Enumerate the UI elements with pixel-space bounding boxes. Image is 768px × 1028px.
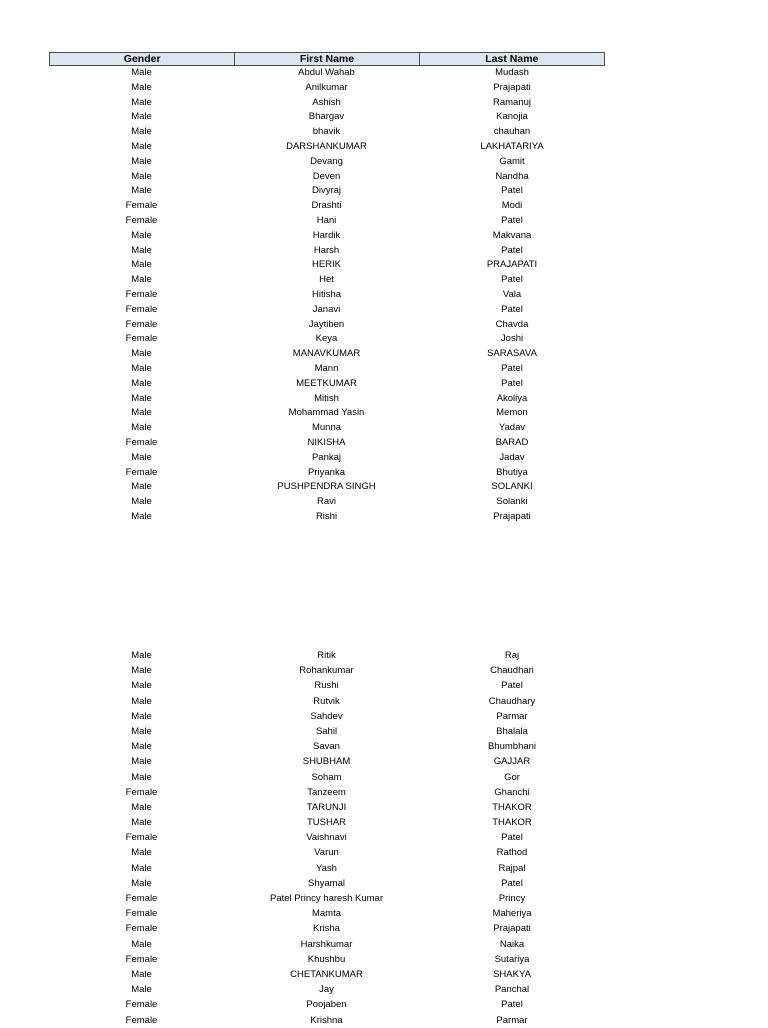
student-table-part-1 [49,52,605,525]
table-row [49,451,605,466]
last-name-cell: Jadav [499,451,525,463]
table-row [49,140,605,155]
first-name-cell: Sahdev [310,710,343,722]
gender-cell: Female [125,318,158,330]
first-name-cell: Yash [316,862,337,874]
table-header [49,52,605,66]
gender-cell: Male [131,392,152,404]
first-name-cell: Divyraj [311,185,342,197]
last-name-cell: Patel [501,244,523,256]
gender-cell: Male [131,801,152,813]
first-name-cell: Hitisha [311,288,342,300]
gender-cell: Female [125,200,158,212]
table-row [49,876,605,891]
table-row [49,244,605,259]
last-name-cell: Patel [501,362,523,374]
table-row [49,66,605,81]
table-row [49,332,605,347]
table-row [49,466,605,481]
last-name-cell: LAKHATARIYA [480,140,544,152]
first-name-cell: Patel Princy haresh Kumar [270,893,383,904]
gender-cell: Female [125,436,158,448]
gender-cell: Male [131,274,152,286]
first-name-cell: HERIK [311,259,342,271]
last-name-cell: Maheriya [492,908,532,920]
table-row [49,724,605,739]
gender-cell: Female [125,999,158,1011]
table-row [49,214,605,229]
table-row [49,982,605,997]
gender-cell: Male [131,710,152,722]
last-name-cell: Panchal [494,984,530,996]
table-row [49,815,605,830]
table-row [49,406,605,421]
first-name-cell: Mitish [314,392,339,404]
first-name-cell: Keya [315,333,338,345]
first-name-cell: Drashti [311,200,342,212]
gender-cell: Male [131,725,152,737]
first-name-cell: Ritik [317,650,336,661]
last-name-cell: chauhan [493,126,531,138]
gender-cell: Male [131,244,152,256]
gender-cell: Male [131,67,152,78]
gender-cell: Male [131,111,152,123]
last-name-cell: Akoliya [496,392,528,404]
last-name-cell: SARASAVA [487,348,537,360]
gender-cell: Male [131,451,152,463]
table-row [49,952,605,967]
table-row [49,377,605,392]
gender-cell: Male [131,407,152,419]
student-table-part-2 [49,648,605,1028]
gender-cell: Female [125,288,158,300]
table-row [49,96,605,111]
table-row [49,480,605,495]
last-name-cell: Prajapati [493,923,531,935]
first-name-cell: Sahil [315,725,338,737]
gender-cell: Male [131,665,152,677]
last-name-cell: Patel [501,303,523,315]
first-name-cell: DARSHANKUMAR [286,140,367,152]
table-row [49,754,605,769]
table-row [49,770,605,785]
gender-cell: Male [131,695,152,707]
last-name-cell: Vala [502,288,522,300]
last-name-cell: Naika [499,938,525,950]
gender-cell: Female [125,786,158,798]
table-row [49,663,605,678]
first-name-cell: Jay [319,984,334,996]
gender-cell: Male [131,847,152,859]
last-name-cell: Bhumbhani [487,741,537,753]
last-name-cell: Nandha [495,170,529,182]
table-row [49,110,605,125]
last-name-cell: Ghanchi [494,786,530,798]
gender-cell: Male [131,185,152,197]
first-name-cell: MANAVKUMAR [292,348,361,360]
first-name-cell: Priyanka [308,466,345,478]
table-row [49,921,605,936]
last-name-cell: Modi [501,200,523,212]
table-row [49,81,605,96]
last-name-cell: Parmar [496,1014,528,1026]
first-name-cell: Harshkumar [300,938,353,950]
gender-cell: Male [131,510,152,522]
first-name-cell: Pankaj [311,451,342,463]
last-name-cell: Makvana [492,229,532,241]
last-name-cell: Parmar [496,710,528,722]
last-name-cell: THAKOR [492,801,532,813]
last-name-cell: Prajapati [493,510,531,522]
first-name-cell: Khushbu [307,953,346,965]
gender-cell: Male [131,81,152,93]
table-row [49,694,605,709]
first-name-cell: Mann [314,362,339,374]
table-row [49,318,605,333]
table-row [49,184,605,199]
last-name-cell: Solanki [496,496,528,508]
table-row [49,785,605,800]
last-name-cell: Mudash [495,67,529,78]
first-name-cell: Krishna [310,1014,343,1026]
first-name-cell: Hani [316,214,337,226]
table-row [49,125,605,140]
table-body [49,648,605,1028]
last-name-cell: Patel [501,274,523,286]
last-name-column-header: Last Name [419,53,604,65]
gender-cell: Male [131,680,152,692]
last-name-cell: Patel [501,377,523,389]
table-row [49,421,605,436]
first-name-cell: Rutvik [313,695,340,707]
last-name-cell: Rathod [496,847,528,859]
table-row [49,800,605,815]
gender-cell: Female [125,908,158,920]
last-name-cell: Patel [501,877,523,889]
table-row [49,273,605,288]
gender-cell: Female [125,303,158,315]
table-row [49,861,605,876]
gender-cell: Male [131,771,152,783]
first-name-cell: NIKISHA [307,436,346,448]
first-name-cell: Tanzeem [307,786,346,798]
last-name-cell: THAKOR [492,817,532,829]
last-name-cell: Patel [501,214,523,226]
first-name-cell: Deven [312,170,341,182]
table-row [49,830,605,845]
table-row [49,362,605,377]
gender-cell: Female [125,333,158,345]
first-name-cell: bhavik [312,126,341,138]
first-name-cell: Jaytiben [308,318,345,330]
last-name-cell: Bhalala [496,725,528,737]
last-name-cell: Raj [504,650,520,661]
first-name-cell: Abdul Wahab [298,67,355,78]
first-name-cell: TUSHAR [306,817,347,829]
table-row [49,739,605,754]
gender-cell: Female [125,214,158,226]
table-row [49,436,605,451]
first-name-cell: Hardik [312,229,341,241]
first-name-cell: MEETKUMAR [296,377,357,389]
gender-cell: Male [131,968,152,980]
gender-cell: Male [131,140,152,152]
gender-cell: Male [131,756,152,768]
first-name-cell: Anilkumar [305,81,348,93]
gender-cell: Male [131,496,152,508]
first-name-cell: Rishi [315,510,338,522]
first-name-cell: Krisha [313,923,340,935]
gender-cell: Male [131,938,152,950]
table-row [49,1013,605,1028]
first-name-cell: Devang [310,155,343,167]
table-row [49,709,605,724]
gender-cell: Male [131,481,152,493]
gender-cell: Female [125,832,158,844]
table-row [49,845,605,860]
last-name-cell: BARAD [495,436,529,448]
table-row [49,303,605,318]
last-name-cell: Bhutiya [496,466,528,478]
first-name-cell: Varun [314,847,339,859]
table-row [49,510,605,525]
first-name-cell: TARUNJI [306,801,347,813]
last-name-cell: Chaudhari [490,665,534,677]
table-row [49,258,605,273]
first-name-cell: Soham [311,771,342,783]
gender-cell: Male [131,170,152,182]
first-name-cell: Rushi [314,680,339,692]
gender-cell: Male [131,984,152,996]
table-body [49,66,605,525]
gender-cell: Male [131,422,152,434]
first-name-cell: Bhargav [308,111,345,123]
first-name-cell: Harsh [313,244,340,256]
last-name-cell: Rajpal [498,862,526,874]
last-name-cell: Ramanuj [492,96,532,108]
last-name-cell: Yadav [498,422,526,434]
first-name-cell: Savan [313,741,340,753]
first-name-cell: Janavi [312,303,341,315]
last-name-cell: Sutariya [494,953,530,965]
last-name-cell: Princy [498,893,526,904]
last-name-cell: Prajapati [493,81,531,93]
table-row [49,648,605,663]
gender-cell: Female [125,953,158,965]
table-row [49,347,605,362]
table-row [49,495,605,510]
gender-column-header: Gender [123,53,161,65]
gender-cell: Male [131,741,152,753]
gender-cell: Male [131,348,152,360]
table-row [49,891,605,906]
gender-cell: Female [125,466,158,478]
gender-cell: Female [125,893,158,904]
gender-cell: Female [125,923,158,935]
gender-cell: Male [131,155,152,167]
gender-cell: Male [131,259,152,271]
last-name-cell: Gor [504,771,520,783]
gender-cell: Male [131,817,152,829]
table-row [49,199,605,214]
last-name-cell: Joshi [500,333,524,345]
gender-cell: Female [125,1014,158,1026]
first-name-cell: Vaishnavi [306,832,347,844]
last-name-cell: Chaudhary [488,695,536,707]
last-name-cell: Kanojia [496,111,528,123]
first-name-cell: Ravi [316,496,336,508]
gender-cell: Male [131,877,152,889]
last-name-cell: Memon [496,407,528,419]
last-name-cell: PRAJAPATI [486,259,538,271]
last-name-cell: Patel [501,185,523,197]
last-name-cell: Patel [501,999,523,1011]
last-name-cell: Chavda [495,318,529,330]
gender-cell: Male [131,862,152,874]
last-name-cell: Patel [501,832,523,844]
last-name-cell: Patel [501,680,523,692]
first-name-cell: Ashish [312,96,341,108]
table-row [49,937,605,952]
first-name-cell: Mohammad Yasin [288,407,365,419]
gender-cell: Male [131,377,152,389]
first-name-cell: Poojaben [306,999,347,1011]
last-name-cell: SHAKYA [493,968,531,980]
table-row [49,288,605,303]
last-name-cell: SOLANKI [491,481,533,493]
gender-cell: Male [131,96,152,108]
first-name-cell: PUSHPENDRA SINGH [277,481,376,493]
table-row [49,170,605,185]
table-row [49,906,605,921]
gender-cell: Male [131,126,152,138]
first-name-cell: Het [319,274,334,286]
table-row [49,392,605,407]
first-name-cell: Munna [311,422,342,434]
first-name-cell: Rohankumar [299,665,354,677]
gender-cell: Male [131,362,152,374]
first-name-cell: Shyamal [308,877,345,889]
gender-cell: Male [131,650,152,661]
gender-cell: Male [131,229,152,241]
table-row [49,155,605,170]
first-name-cell: CHETANKUMAR [290,968,363,980]
first-name-cell: SHUBHAM [302,756,351,768]
table-row [49,997,605,1012]
last-name-cell: GAJJAR [493,756,531,768]
table-row [49,967,605,982]
first-name-cell: Mamta [311,908,342,920]
table-row [49,678,605,693]
last-name-cell: Gamit [499,155,525,167]
first-name-column-header: First Name [234,53,418,65]
table-row [49,229,605,244]
